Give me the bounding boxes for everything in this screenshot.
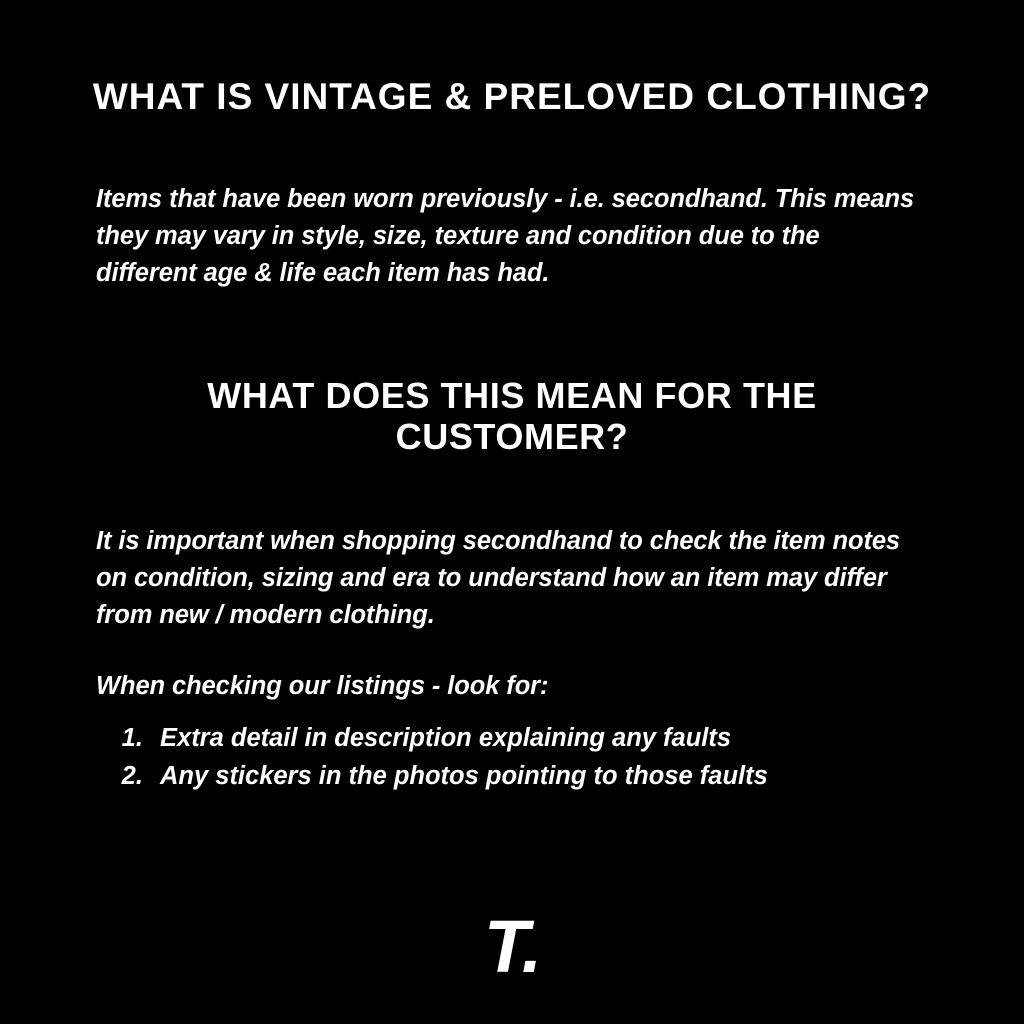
section-heading: WHAT DOES THIS MEAN FOR THE CUSTOMER?: [207, 375, 817, 457]
customer-guidance-paragraph: It is important when shopping secondhand to check the item notes on condition, sizing and era to understand how an item may differ from new / modern clothing.: [96, 526, 901, 629]
checklist-intro-paragraph: When checking our listings - look for:: [96, 671, 549, 700]
brand-logo: [0, 905, 1024, 988]
intro-paragraph: Items that have been worn previously - i.e. secondhand. This means they may vary in style, size, texture and condition due to the different age & life each item has had.: [96, 185, 915, 288]
faults-list: [0, 719, 1024, 796]
page-title: WHAT IS VINTAGE & PRELOVED CLOTHING?: [92, 76, 932, 117]
list-item: 1. Extra detail in description explaining any faults: [150, 719, 1024, 757]
logo-wordmark: T.: [483, 905, 541, 988]
section-heading-wrapper: [0, 292, 1024, 457]
list-item: 2. Any stickers in the photos pointing to those faults: [150, 757, 1024, 795]
